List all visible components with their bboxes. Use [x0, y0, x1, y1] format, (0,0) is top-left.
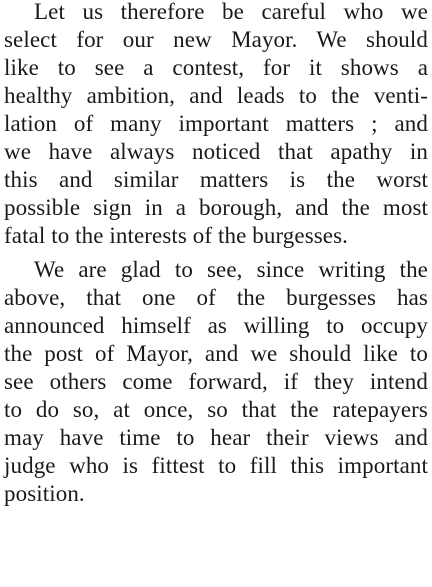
- text-line: see others come forward, if they intend: [4, 369, 428, 394]
- text-line: above, that one of the burgesses has: [4, 285, 428, 310]
- text-line: possible sign in a borough, and the most: [4, 195, 428, 220]
- text-line: healthy ambition, and leads to the venti-: [4, 83, 428, 108]
- text-line: lation of many important matters ; and: [4, 111, 428, 136]
- text-line: position.: [4, 481, 85, 506]
- text-line: we have always noticed that apathy in: [4, 139, 428, 164]
- text-line: Let us therefore be careful who we: [34, 0, 428, 24]
- text-line: to do so, at once, so that the ratepayers: [4, 397, 428, 422]
- text-line: fatal to the interests of the burgesses.: [4, 223, 349, 248]
- text-line: select for our new Mayor. We should: [4, 27, 428, 52]
- text-line: the post of Mayor, and we should like to: [4, 341, 428, 366]
- text-line: may have time to hear their views and: [4, 425, 428, 450]
- text-line: judge who is fittest to fill this important: [4, 453, 428, 478]
- text-line: We are glad to see, since writing the: [34, 257, 428, 282]
- newspaper-article: [4, 0, 432, 587]
- text-line: this and similar matters is the worst: [4, 167, 428, 192]
- text-line: announced himself as willing to occupy: [4, 313, 428, 338]
- text-line: like to see a contest, for it shows a: [4, 55, 428, 80]
